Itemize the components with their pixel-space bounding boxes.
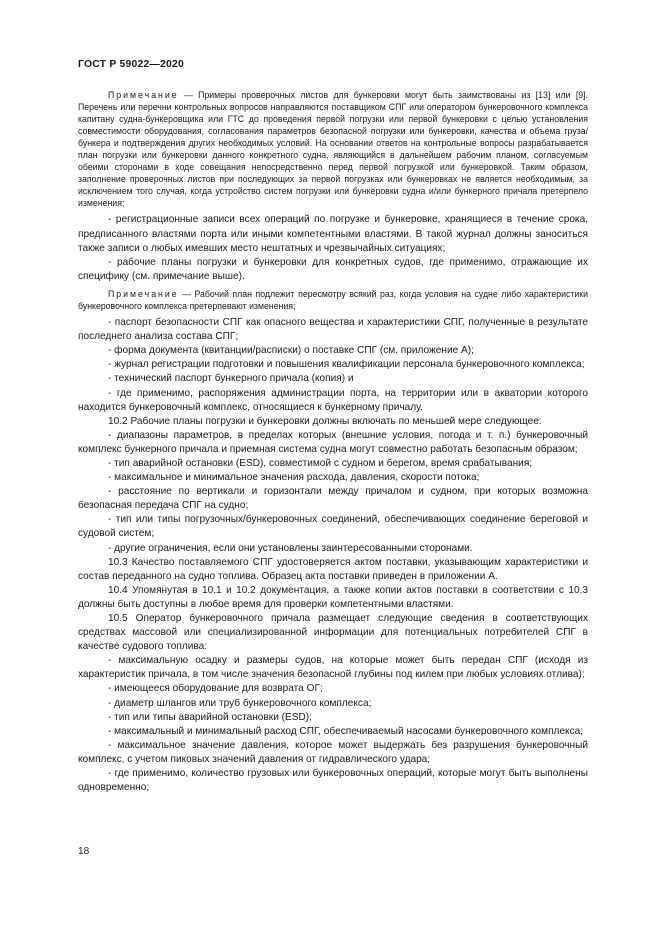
list-item: - диапазоны параметров, в пределах которых (внешние условия, погода и т. п.) бункеровочный комплекс бункерного причала и приемная система судна могут совместно работать безопасным образом; bbox=[78, 429, 588, 455]
list-item: - тип аварийной остановки (ESD), совместимой с судном и берегом, время срабатывания; bbox=[108, 457, 533, 469]
section-paragraph: 10.2 Рабочие планы погрузки и бункеровки должны включать по меньшей мере следующее: bbox=[108, 415, 542, 427]
list-item: - паспорт безопасности СПГ как опасного вещества и характеристики СПГ, полученные в результате последнего анализа состава СПГ; bbox=[78, 317, 588, 343]
list-item: - имеющееся оборудование для возврата ОГ; bbox=[108, 683, 323, 695]
page-number: 18 bbox=[78, 846, 90, 857]
list-item: - максимальную осадку и размеры судов, на которые может быть передан СПГ (исходя из характеристик причала, в том числе значения безопасной глубины под килем при любых условиях отлива); bbox=[78, 655, 588, 681]
list-block-1 bbox=[78, 213, 588, 283]
note-text: — Рабочий план подлежит пересмотру всякий раз, когда условия на судне либо характеристики бункеровочного комплекса претерпевают изменения; bbox=[78, 288, 588, 311]
list-item: - технический паспорт бункерного причала (копия) и bbox=[108, 373, 354, 385]
section-paragraph: 10.4 Упомянутая в 10.1 и 10.2 документация, а также копии актов поставки в соответствии с 10.3 должны быть доступны в любое время для проверки компетентными властями. bbox=[78, 584, 588, 610]
note-paragraph bbox=[78, 288, 588, 312]
list-item: - максимальное значение давления, которое может выдержать без разрушения бункеровочный комплекс, с учетом пиковых значений давления от гидравлического удара; bbox=[78, 739, 588, 765]
list-block-2 bbox=[78, 316, 588, 795]
note-text: — Примеры проверочных листов для бункеровки могут быть заимствованы из [13] или [9]. Перечень или перечни контрольных вопросов направляются поставщиком СПГ или оператором бункеровочного комплекса капитану судна-бункеровщика или ГТС до проведения первой погрузки или первой бункеровки с целью установления совместимости оборудования, согласования параметров безопасной погрузки или бункеровки, качества и объема груза/бункера и подтверждения других необходимых условий. На основании ответов на контрольные вопросы разрабатывается план погрузки или бункеровки данного конкретного судна, являющийся в дальнейшем рабочим планом, согласуемым обеими сторонами в ходе совещания непосредственно перед первой погрузкой или бункеровкой. Таким образом, заполнение проверочных листов при последующих за первой погрузках или бункеровках не является необходимым, за исключением того случая, когда устройство систем погрузки или бункеровки судна и/или бункерного причала претерпело изменения; bbox=[78, 90, 588, 209]
list-item: - расстояние по вертикали и горизонтали между причалом и судном, при которых возможна безопасная передача СПГ на судно; bbox=[78, 486, 588, 512]
list-item: - тип или типы аварийной остановки (ESD); bbox=[108, 711, 312, 723]
section-paragraph: 10.5 Оператор бункеровочного причала размещает следующие сведения в соответствующих средствах массовой или специализированной информации для потенциальных потребителей СПГ в качестве судового топлива: bbox=[78, 613, 588, 653]
list-item: - где применимо, распоряжения администрации порта, на территории или в акватории которого находится бункеровочный комплекс, относящиеся к бункерному причалу. bbox=[78, 387, 588, 413]
list-item: - диаметр шлангов или труб бункеровочного комплекса; bbox=[108, 697, 372, 709]
list-item: - где применимо, количество грузовых или бункеровочных операций, которые могут быть выполнены одновременно; bbox=[78, 768, 588, 794]
list-item: - форма документа (квитанции/расписки) о поставке СПГ (см. приложение А); bbox=[108, 345, 474, 357]
list-item: - тип или типы погрузочных/бункеровочных соединений, обеспечивающих соединение береговой и судовой систем; bbox=[78, 514, 588, 540]
list-item: - журнал регистрации подготовки и повышения квалификации персонала бункеровочного комплекса; bbox=[108, 359, 585, 371]
note-paragraph bbox=[78, 89, 588, 209]
list-item: - рабочие планы погрузки и бункеровки для конкретных судов, где применимо, отражающие их специфику (см. примечание выше). bbox=[78, 256, 588, 282]
list-item: - регистрационные записи всех операций по погрузке и бункеровке, хранящиеся в течение срока, предписанного властями порта или иными компетентными властями. В такой журнал должны заноситься также записи о любых имевших место нештатных и чрезвычайных ситуациях; bbox=[78, 214, 588, 254]
list-item: - максимальный и минимальный расход СПГ, обеспечиваемый насосами бункеровочного комплекса; bbox=[108, 725, 584, 737]
note-label: Примечание bbox=[108, 288, 179, 299]
section-paragraph: 10.3 Качество поставляемого СПГ удостоверяется актом поставки, указывающим характеристики и состав переданного на судно топлива. Образец акта поставки приведен в приложении А. bbox=[78, 556, 588, 582]
list-item: - другие ограничения, если они установлены заинтересованными сторонами. bbox=[108, 542, 473, 554]
note-label: Примечание bbox=[108, 90, 179, 100]
document-body bbox=[78, 89, 588, 795]
list-item: - максимальное и минимальное значения расхода, давления, скорости потока; bbox=[108, 472, 480, 484]
document-header: ГОСТ Р 59022—2020 bbox=[78, 59, 184, 70]
